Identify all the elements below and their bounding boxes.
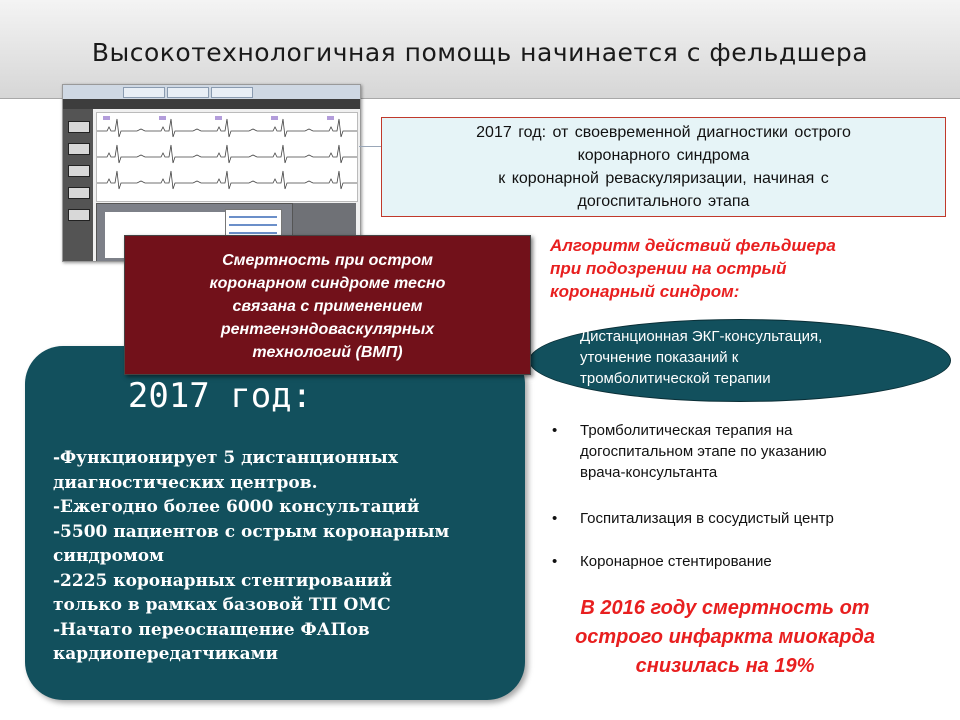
stats-panel	[25, 346, 525, 700]
step-line: Тромболитическая терапия на	[580, 422, 793, 439]
ecg-traces	[96, 112, 358, 202]
step-line: Коронарное стентирование	[580, 553, 772, 570]
step-line: Дистанционная ЭКГ-консультация,	[580, 328, 823, 345]
sidebar-button	[68, 143, 90, 155]
stats-line: -5500 пациентов с острым коронарным	[53, 521, 450, 542]
bullet-icon: •	[552, 553, 558, 570]
slide-title: Высокотехнологичная помощь начинается с фельдшера	[91, 38, 869, 67]
mortality-line: рентгенэндоваскулярных	[220, 321, 435, 338]
sidebar-button	[68, 187, 90, 199]
stats-line: кардиопередатчиками	[53, 644, 279, 664]
algorithm-title-line: Алгоритм действий фельдшера	[550, 236, 836, 255]
step-line: догоспитальном этапе по указанию	[580, 443, 827, 460]
stats-line: диагностических центров.	[53, 472, 318, 493]
mortality-line: связана с применением	[232, 298, 423, 315]
info-box	[381, 117, 946, 217]
info-line: догоспитального этапа	[577, 193, 750, 210]
window-tab	[167, 87, 209, 98]
conclusion-line: В 2016 году смертность от	[580, 597, 870, 619]
stats-line: синдромом	[53, 546, 164, 566]
mortality-line: технологий (ВМП)	[252, 344, 403, 361]
algorithm-title-line: коронарный синдром:	[550, 282, 740, 301]
window-titlebar	[63, 85, 360, 100]
sidebar-button	[68, 121, 90, 133]
sidebar-button	[68, 165, 90, 177]
stats-line: только в рамках базовой ТП ОМС	[53, 595, 391, 615]
algorithm-title	[550, 234, 955, 303]
connector-line	[359, 146, 381, 147]
conclusion-text	[520, 594, 930, 681]
step-line: тромболитической терапии	[580, 370, 771, 387]
ecg-waveform-icon	[97, 113, 357, 201]
stats-line: -2225 коронарных стентирований	[53, 570, 393, 591]
bullet-icon: •	[552, 510, 558, 527]
info-line: коронарного синдрома	[577, 147, 750, 164]
stats-list	[53, 446, 518, 667]
stats-line: -Функционирует 5 дистанционных	[53, 448, 398, 468]
values-row	[229, 216, 277, 218]
bullet-icon: •	[552, 328, 558, 345]
window-toolbar	[63, 99, 360, 109]
step-line: Госпитализация в сосудистый центр	[580, 510, 834, 527]
printer-icon	[68, 209, 90, 221]
stats-year-title: 2017 год:	[127, 376, 313, 416]
step-line: врача-консультанта	[580, 464, 718, 481]
stats-line: -Начато переоснащение ФАПов	[53, 619, 370, 640]
info-line: 2017 год: от своевременной диагностики острого	[476, 124, 851, 141]
window-tab	[123, 87, 165, 98]
values-row	[229, 232, 277, 234]
info-line: к коронарной реваскуляризации, начиная с	[498, 170, 829, 187]
step-line: уточнение показаний к	[580, 349, 739, 366]
conclusion-line: снизилась на 19%	[635, 655, 815, 677]
conclusion-line: острого инфаркта миокарда	[575, 626, 875, 648]
window-sidebar	[63, 109, 93, 261]
mortality-line: коронарном синдроме тесно	[209, 275, 446, 292]
bullet-icon: •	[552, 422, 558, 439]
mortality-box	[124, 235, 531, 375]
window-tab	[211, 87, 253, 98]
stats-line: -Ежегодно более 6000 консультаций	[53, 497, 420, 517]
mortality-line: Смертность при остром	[222, 252, 433, 269]
values-row	[229, 224, 277, 226]
algorithm-title-line: при подозрении на острый	[550, 259, 787, 278]
